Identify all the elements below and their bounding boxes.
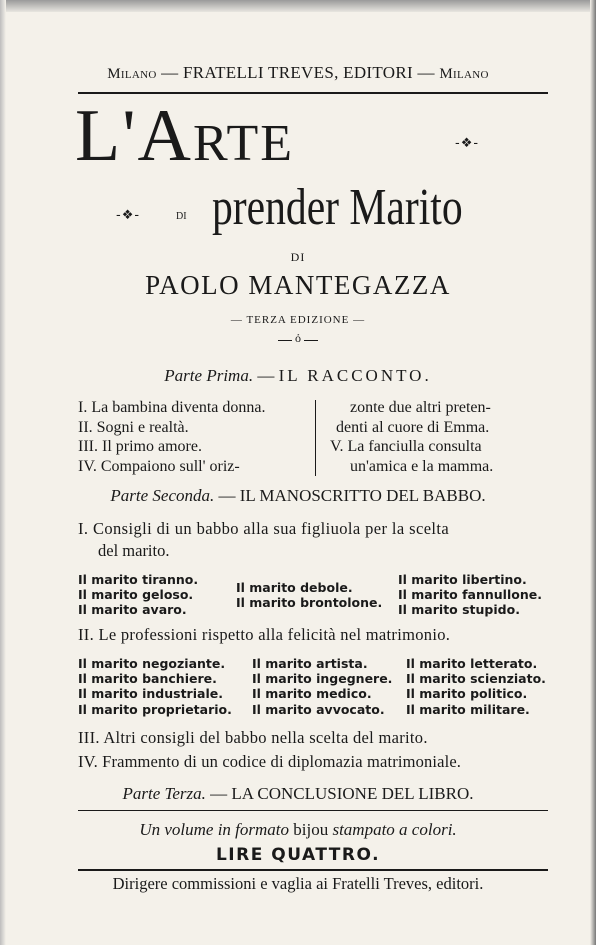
part2-heading <box>0 486 596 506</box>
group1-col3 <box>398 572 542 618</box>
husband-type: Il marito tiranno. <box>78 572 199 587</box>
part3-rule <box>78 810 548 811</box>
volume-bijou: bijou <box>293 820 329 839</box>
part1-right-column <box>330 398 493 476</box>
part1-left-line: II. Sogni e realtà. <box>78 418 189 436</box>
part2-item4: IV. Frammento di un codice di diplomazia matrimoniale. <box>78 752 462 771</box>
header-rule <box>78 92 548 94</box>
edition: — TERZA EDIZIONE — <box>230 314 366 326</box>
part1-right-line: zonte due altri preten- <box>350 399 491 416</box>
profession-type: Il marito industriale. <box>78 686 223 702</box>
profession-type: Il marito proprietario. <box>78 701 232 717</box>
title-di: di <box>176 208 187 223</box>
title-prender-marito: prender Marito <box>212 179 463 236</box>
part3-heading <box>0 784 596 804</box>
husband-type: Il marito avaro. <box>78 602 187 618</box>
group2-col2 <box>252 656 392 717</box>
part2-item3: III. Altri consigli del babbo nella scelta del marito. <box>78 728 428 747</box>
part3-dash: — <box>210 784 228 803</box>
header-city-right: Milano <box>439 66 489 82</box>
group1-col1 <box>78 572 198 618</box>
part2-label: Parte Seconda. <box>110 486 215 505</box>
volume-colors: stampato a colori. <box>332 820 457 839</box>
husband-type: Il marito brontolone. <box>236 595 383 611</box>
part2-item2: II. Le professioni rispetto alla felicità nel matrimonio. <box>78 625 451 644</box>
part3-title: LA CONCLUSIONE DEL LIBRO. <box>231 784 474 803</box>
title-by: DI <box>290 250 306 264</box>
part1-label: Parte Prima. <box>164 366 254 385</box>
profession-type: Il marito letterato. <box>406 656 538 671</box>
header-publisher: — FRATELLI TREVES, EDITORI — <box>161 63 435 82</box>
profession-type: Il marito medico. <box>252 686 372 702</box>
page-top-edge <box>0 0 596 12</box>
part2-dash: — <box>218 486 236 505</box>
part2-item1: I. Consigli di un babbo alla sua figliuola per la scelta <box>78 519 450 538</box>
footer-rule <box>78 869 548 871</box>
part1-title: IL RACCONTO. <box>278 366 432 385</box>
price: LIRE QUATTRO. <box>215 845 381 865</box>
orders-note: Dirigere commissioni e vaglia ai Fratelli Treves, editori. <box>112 874 484 893</box>
group1-col2 <box>236 580 382 610</box>
group2-col1 <box>78 656 232 717</box>
profession-type: Il marito negoziante. <box>78 656 226 671</box>
part1-right-line: un'amica e la mamma. <box>350 457 494 475</box>
part2-title: IL MANOSCRITTO DEL BABBO. <box>239 486 486 505</box>
profession-type: Il marito militare. <box>406 701 530 717</box>
profession-type: Il marito avvocato. <box>252 701 385 717</box>
title-arte: L'Arte <box>75 95 295 177</box>
part1-right-line: denti al cuore di Emma. <box>336 418 490 436</box>
profession-type: Il marito ingegnere. <box>252 671 393 687</box>
group2-col3 <box>406 656 546 717</box>
volume-format: Un volume in formato <box>139 820 290 839</box>
husband-type: Il marito libertino. <box>398 572 527 587</box>
part3-label: Parte Terza. <box>122 784 206 803</box>
publisher-header <box>0 63 596 83</box>
divider-ornament: ỏ <box>295 331 301 345</box>
author-name: PAOLO MANTEGAZZA <box>145 270 451 300</box>
volume-note <box>0 820 596 840</box>
part2-item1-cont: del marito. <box>98 541 170 560</box>
husband-type: Il marito geloso. <box>78 587 194 603</box>
husband-type: Il marito debole. <box>236 580 353 595</box>
part1-left-line: III. Il primo amore. <box>78 438 202 455</box>
part1-dash: — <box>257 366 275 385</box>
part1-left-line: IV. Compaiono sull' oriz- <box>78 457 240 475</box>
profession-type: Il marito banchiere. <box>78 671 217 687</box>
part1-left-column <box>78 398 266 476</box>
ornament-left: -❖- <box>116 208 141 223</box>
part1-left-line: I. La bambina diventa donna. <box>78 399 266 416</box>
husband-type: Il marito stupido. <box>398 602 520 618</box>
header-city-left: Milano <box>107 66 157 82</box>
divider-right <box>304 340 318 341</box>
profession-type: Il marito politico. <box>406 686 528 702</box>
part1-column-rule <box>315 400 316 476</box>
profession-type: Il marito artista. <box>252 656 368 671</box>
profession-type: Il marito scienziato. <box>406 671 546 687</box>
husband-type: Il marito fannullone. <box>398 587 542 603</box>
part1-right-line: V. La fanciulla consulta <box>330 438 482 455</box>
ornament-right: -❖- <box>455 136 480 151</box>
part1-heading <box>0 366 596 386</box>
